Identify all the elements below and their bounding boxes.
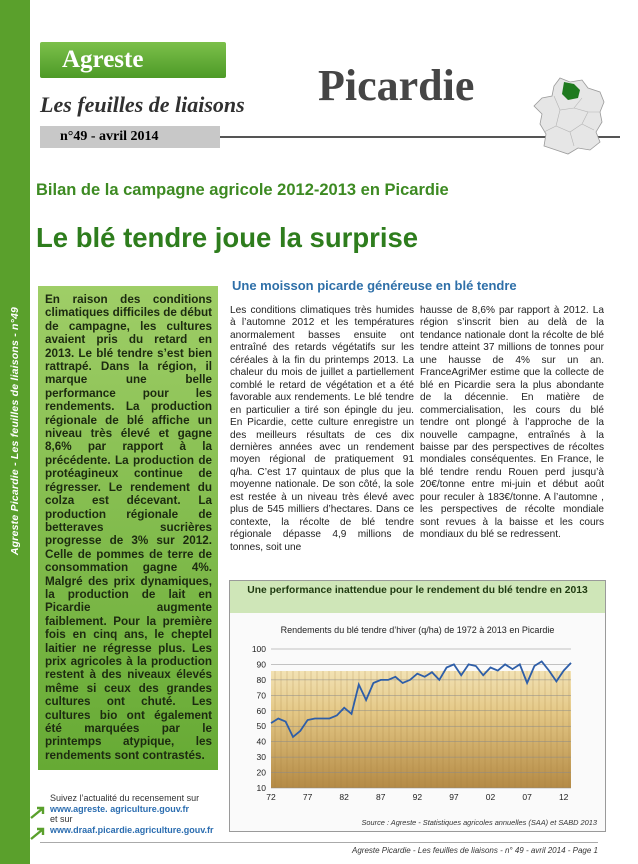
x-tick-label: 82: [339, 792, 349, 802]
x-tick-label: 07: [522, 792, 532, 802]
page-footer: Agreste Picardie - Les feuilles de liaisons - n° 49 - avril 2014 - Page 1: [352, 846, 598, 855]
y-tick-label: 100: [251, 644, 266, 654]
sidebar-text: Agreste Picardie - Les feuilles de liaisons - n°49: [9, 306, 21, 556]
wheat-stalks-texture: [271, 671, 571, 788]
y-tick-label: 30: [256, 752, 266, 763]
x-tick-label: 12: [558, 792, 569, 802]
issue-number: n°49 - avril 2014: [60, 129, 159, 144]
footer-rule: [40, 842, 598, 843]
arrow-icon: [30, 806, 48, 820]
article-column-2-text: hausse de 8,6% par rapport à 2012. La région s’inscrit bien au delà de la tendance nationale dont la récolte de blé tendre atteint 37 millions de tonnes pour une hausse de 4% sur un an. FranceAgriMer estime que la collecte de blé en Picardie sera la plus abondante de la décennie. En matière de commercialisation, les cours du blé tendre ont plongé à l’approche de la nouvelle campagne, entraînés à la baisse par des perspectives de récoltes mondiales conséquentes. En France, le blé tendre rendu Rouen perd jusqu’à 20€/tonne entre mi-juin et début août pour reculer à 183€/tonne. A l’automne , les perspectives de récolte mondiale sont revues à la baisse et les cours mondiaux du blé se redressent.: [420, 305, 604, 541]
x-tick-label: 02: [485, 792, 496, 802]
x-tick-label: 97: [449, 792, 459, 802]
draaf-link[interactable]: www.draaf.picardie.agriculture.gouv.fr: [50, 824, 214, 835]
chart-box: [229, 580, 606, 832]
yield-line-chart: [230, 581, 605, 831]
follow-text: Suivez l’actualité du recensement sur: [50, 793, 200, 803]
article-column-1: [230, 305, 414, 554]
agreste-link[interactable]: www.agreste. agriculture.gouv.fr: [50, 803, 190, 814]
y-tick-label: 20: [256, 767, 266, 778]
left-sidebar-band: [0, 0, 30, 864]
publication-name: Les feuilles de liaisons: [40, 92, 245, 117]
lead-summary-text: En raison des conditions climatiques difficiles de début de campagne, les cultures avaient pris du retard en 2013. Le blé tendre s’est bien rattrapé. Dans la région, il marque une belle performance pour les rendements. La production régionale de blé affiche un niveau très élevé et gagne 8,6% par rapport à la précédente. La production de protéagineux continue de régresser. Le rendement du colza est décevant. La production régionale de betteraves sucrières progresse de 3% sur 2012. Celle de pommes de terre de consommation gagne 4%. Malgré des prix dynamiques, la production de lait en Picardie augmente faiblement. Pour la première fois en cinq ans, le cheptel laitier ne régresse plus. Les prix agricoles à la production restent à des niveaux élevés même si ceux des grandes cultures ont chuté. Les cultures bio ont également été marquées par le printemps atypique, les rendements sont contrastés.: [45, 293, 212, 762]
chart-source: Source : Agreste - Statistiques agricoles annuelles (SAA) et SABD 2013: [361, 818, 597, 827]
chart-subtitle: Rendements du blé tendre d’hiver (q/ha) de 1972 à 2013 en Picardie: [280, 625, 555, 635]
main-title: Le blé tendre joue la surprise: [36, 222, 419, 253]
brand-name: Agreste: [62, 46, 144, 73]
france-map-icon: [530, 76, 610, 156]
y-tick-label: 80: [256, 674, 266, 685]
x-tick-label: 77: [302, 792, 313, 802]
lead-summary-box: [38, 286, 218, 770]
follow-links: [50, 793, 214, 835]
y-tick-label: 60: [256, 705, 266, 716]
y-tick-label: 10: [256, 783, 266, 793]
follow-text-2: et sur: [50, 814, 73, 825]
super-title: Bilan de la campagne agricole 2012-2013 en Picardie: [36, 181, 449, 199]
section-title: Une moisson picarde généreuse en blé tendre: [232, 278, 517, 293]
x-tick-label: 92: [412, 792, 423, 802]
chart-heading: Une performance inattendue pour le rendement du blé tendre en 2013: [247, 585, 588, 596]
article-column-2: [420, 305, 604, 542]
y-tick-label: 70: [256, 690, 266, 701]
region-title: Picardie: [318, 61, 475, 110]
y-tick-label: 90: [256, 659, 266, 670]
y-tick-label: 50: [256, 721, 266, 732]
article-column-1-text: Les conditions climatiques très humides à l’automne 2012 et les températures anormalement basses ensuite ont entraîné des retards végétatifs sur les céréales à la fin du printemps 2013. La chaleur du mois de juillet a partiellement comblé le retard de végétation et a été favorable aux rendements. Le blé tendre en particulier a tiré son épingle du jeu. En Picardie, cette culture enregistre un des meilleurs résultats de ces dix dernières années avec un rendement moyen régional de pratiquement 91 q/ha. C’est 17 quintaux de plus que la moyenne nationale. De son côté, la sole est restée à un niveau très élevé avec plus de 545 milliers d’hectares. Dans ce contexte, la récolte de blé tendre régionale dépasse 4,9 millions de tonnes, soit une: [230, 305, 414, 553]
x-tick-label: 87: [376, 792, 386, 802]
arrow-icon: [30, 827, 48, 841]
x-tick-label: 72: [266, 792, 276, 802]
y-tick-label: 40: [256, 736, 266, 747]
